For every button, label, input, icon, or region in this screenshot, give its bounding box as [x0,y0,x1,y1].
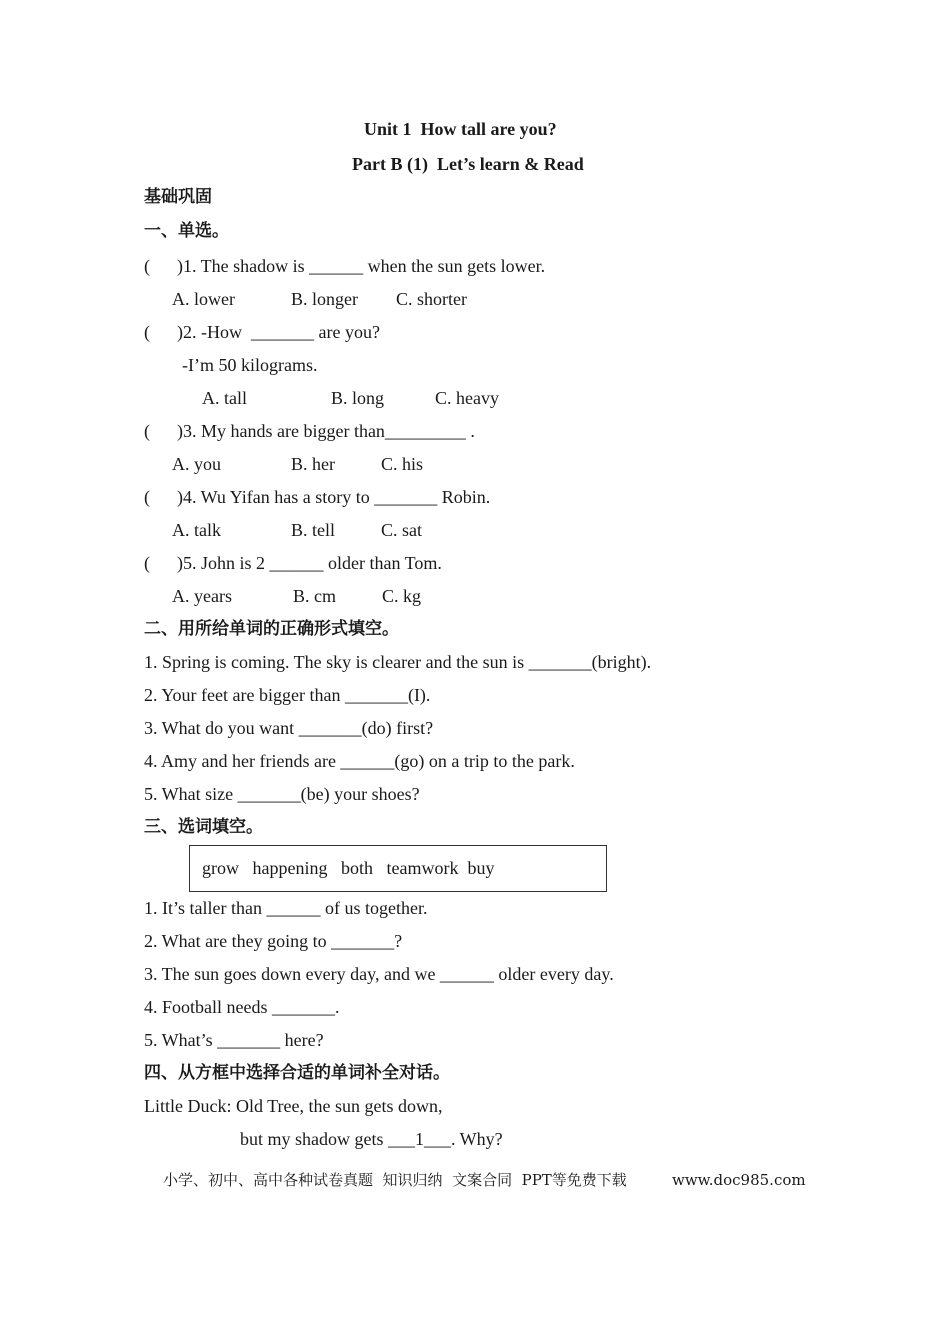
word-box-text: grow happening both teamwork buy [202,858,495,878]
question-4: ( )4. Wu Yifan has a story to _______ Robin. [144,487,491,507]
sec3-item-5: 5. What’s _______ here? [144,1030,324,1050]
q2-option-b: B. long [331,388,385,408]
q3-option-b: B. her [291,454,335,474]
page-title: Unit 1 How tall are you? [364,119,557,139]
q1-option-c: C. shorter [396,289,467,309]
sec3-item-4: 4. Football needs _______. [144,997,340,1017]
q3-option-a: A. you [172,454,221,474]
sec3-item-2: 2. What are they going to _______? [144,931,403,951]
section3-heading: 三、选词填空。 [144,817,263,837]
q2-reply: -I’m 50 kilograms. [182,355,318,375]
question-1: ( )1. The shadow is ______ when the sun gets lower. [144,256,546,276]
q2-option-c: C. heavy [435,388,499,408]
q1-option-b: B. longer [291,289,358,309]
sec2-item-5: 5. What size _______(be) your shoes? [144,784,420,804]
section1-heading: 一、单选。 [144,221,229,241]
footer-text: 小学、初中、高中各种试卷真题 知识归纳 文案合同 PPT等免费下载 [163,1171,627,1189]
q5-option-b: B. cm [293,586,336,606]
word-box [189,845,607,892]
dialogue-line-1: Little Duck: Old Tree, the sun gets down, [144,1096,443,1116]
sec2-item-3: 3. What do you want _______(do) first? [144,718,434,738]
q3-option-c: C. his [381,454,424,474]
footer-url[interactable]: www.doc985.com [672,1171,806,1189]
sec2-item-2: 2. Your feet are bigger than _______(I). [144,685,431,705]
dialogue-line-2: but my shadow gets ___1___. Why? [240,1129,503,1149]
question-5: ( )5. John is 2 ______ older than Tom. [144,553,442,573]
q4-option-a: A. talk [172,520,221,540]
sec3-item-3: 3. The sun goes down every day, and we ______ older every day. [144,964,614,984]
sec2-item-4: 4. Amy and her friends are ______(go) on a trip to the park. [144,751,575,771]
question-3: ( )3. My hands are bigger than_________ . [144,421,475,441]
q2-option-a: A. tall [202,388,247,408]
section4-heading: 四、从方框中选择合适的单词补全对话。 [144,1063,450,1083]
q4-option-b: B. tell [291,520,335,540]
section-basic-heading: 基础巩固 [144,187,212,207]
section2-heading: 二、用所给单词的正确形式填空。 [144,619,399,639]
q4-option-c: C. sat [381,520,423,540]
question-2: ( )2. -How _______ are you? [144,322,380,342]
sec2-item-1: 1. Spring is coming. The sky is clearer and the sun is _______(bright). [144,652,652,672]
sec3-item-1: 1. It’s taller than ______ of us together. [144,898,428,918]
q5-option-c: C. kg [382,586,422,606]
q1-option-a: A. lower [172,289,235,309]
q5-option-a: A. years [172,586,232,606]
page-subtitle: Part B (1) Let’s learn & Read [352,154,584,174]
